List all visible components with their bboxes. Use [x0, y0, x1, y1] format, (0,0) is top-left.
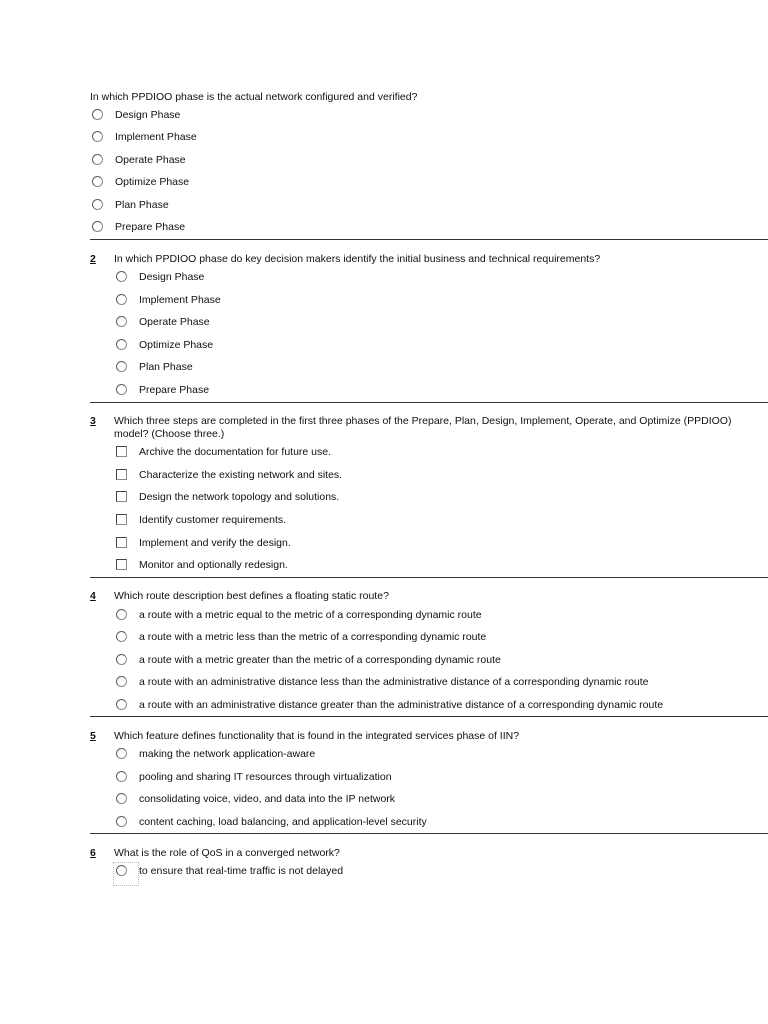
option-label: pooling and sharing IT resources through virtualization: [139, 771, 392, 783]
question-number: 5: [90, 730, 96, 742]
option-label: a route with a metric greater than the metric of a corresponding dynamic route: [139, 654, 501, 666]
question-divider: [90, 716, 768, 717]
checkbox[interactable]: [116, 446, 127, 457]
checkbox[interactable]: [116, 514, 127, 525]
radio-button[interactable]: [116, 361, 127, 372]
question-number: 6: [90, 847, 96, 859]
option-label: consolidating voice, video, and data into the IP network: [139, 793, 396, 805]
radio-button[interactable]: [116, 771, 127, 782]
option-label: Plan Phase: [115, 199, 169, 211]
radio-button[interactable]: [116, 793, 127, 804]
option-label: Implement and verify the design.: [139, 537, 291, 549]
question-text: In which PPDIOO phase is the actual network configured and verified?: [90, 91, 418, 103]
option-label: a route with an administrative distance less than the administrative distance of a corresponding dynamic route: [139, 676, 649, 688]
question-text-line-1: Which three steps are completed in the first three phases of the Prepare, Plan, Design, Implement, Operate, and Optimize (PPDIOO): [114, 415, 732, 427]
option-label: Implement Phase: [115, 131, 197, 143]
question-text-line-2: model? (Choose three.): [114, 428, 225, 440]
radio-button[interactable]: [92, 199, 103, 210]
option-label: Design Phase: [139, 271, 205, 283]
radio-button[interactable]: [92, 176, 103, 187]
radio-button[interactable]: [116, 631, 127, 642]
option-label: Design Phase: [115, 109, 181, 121]
question-text: What is the role of QoS in a converged network?: [114, 847, 340, 859]
option-label: Prepare Phase: [115, 221, 186, 233]
checkbox[interactable]: [116, 537, 127, 548]
option-label: Operate Phase: [139, 316, 210, 328]
radio-button[interactable]: [116, 271, 127, 282]
option-label: Operate Phase: [115, 154, 186, 166]
question-number: 2: [90, 253, 96, 265]
question-divider: [90, 402, 768, 403]
question-number: 4: [90, 590, 96, 602]
question-text: Which feature defines functionality that is found in the integrated services phase of IIN?: [114, 730, 520, 742]
question-text: In which PPDIOO phase do key decision makers identify the initial business and technical requirements?: [114, 253, 601, 265]
option-label: to ensure that real-time traffic is not delayed: [139, 865, 344, 877]
option-label: Plan Phase: [139, 361, 193, 373]
option-label: Optimize Phase: [115, 176, 190, 188]
option-label: a route with a metric equal to the metric of a corresponding dynamic route: [139, 609, 482, 621]
radio-button[interactable]: [92, 154, 103, 165]
radio-button[interactable]: [116, 316, 127, 327]
option-label: making the network application-aware: [139, 748, 316, 760]
option-label: Identify customer requirements.: [139, 514, 287, 526]
radio-button[interactable]: [92, 131, 103, 142]
question-divider: [90, 239, 768, 240]
radio-button[interactable]: [116, 339, 127, 350]
checkbox[interactable]: [116, 559, 127, 570]
question-text: Which route description best defines a floating static route?: [114, 590, 389, 602]
radio-button[interactable]: [116, 654, 127, 665]
checkbox[interactable]: [116, 469, 127, 480]
checkbox[interactable]: [116, 491, 127, 502]
option-label: Monitor and optionally redesign.: [139, 559, 288, 571]
radio-button[interactable]: [116, 676, 127, 687]
option-label: content caching, load balancing, and application-level security: [139, 816, 427, 828]
option-label: a route with an administrative distance greater than the administrative distance of a corresponding dynamic route: [139, 699, 664, 711]
radio-button[interactable]: [116, 748, 127, 759]
question-number: 3: [90, 415, 96, 427]
radio-button[interactable]: [92, 109, 103, 120]
focus-outline: [113, 862, 139, 886]
option-label: Optimize Phase: [139, 339, 214, 351]
radio-button[interactable]: [92, 221, 103, 232]
option-label: Design the network topology and solutions.: [139, 491, 340, 503]
radio-button[interactable]: [116, 384, 127, 395]
option-label: a route with a metric less than the metric of a corresponding dynamic route: [139, 631, 487, 643]
radio-button[interactable]: [116, 699, 127, 710]
question-divider: [90, 577, 768, 578]
radio-button[interactable]: [116, 294, 127, 305]
option-label: Archive the documentation for future use.: [139, 446, 332, 458]
option-label: Characterize the existing network and sites.: [139, 469, 343, 481]
radio-button[interactable]: [116, 609, 127, 620]
option-label: Prepare Phase: [139, 384, 210, 396]
radio-button[interactable]: [116, 816, 127, 827]
question-divider: [90, 833, 768, 834]
option-label: Implement Phase: [139, 294, 221, 306]
